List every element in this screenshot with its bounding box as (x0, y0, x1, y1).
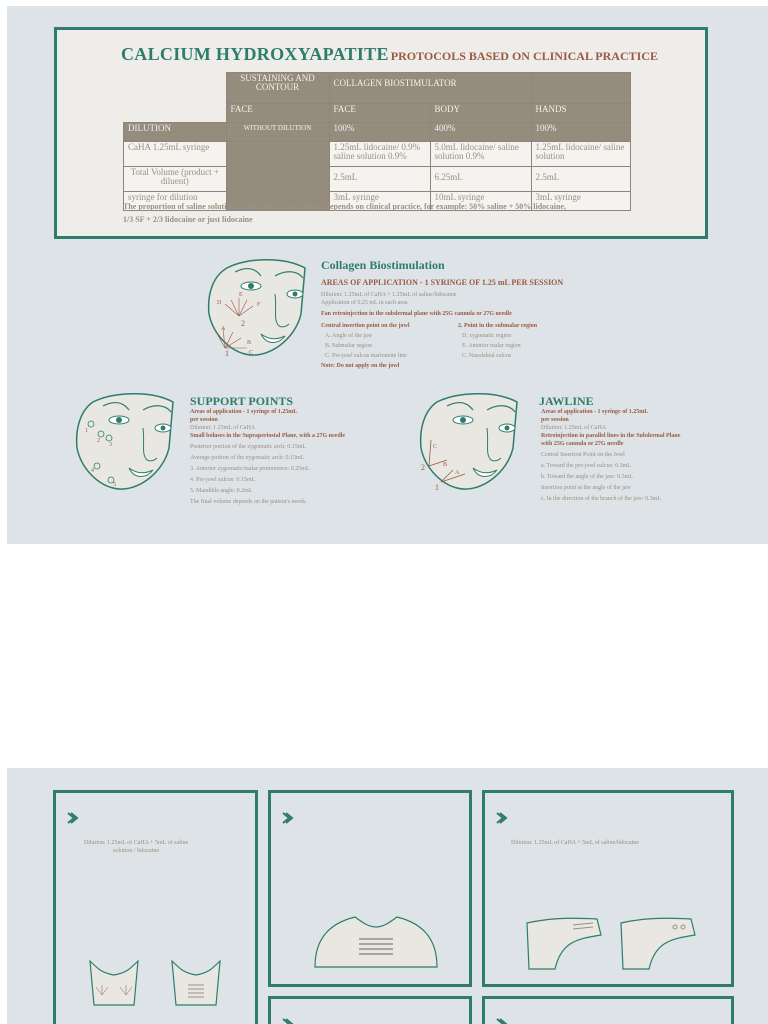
face-illustration-collagen (205, 254, 311, 362)
collagen-line-3: Fan retroinjection in the subdermal plane with 25G cannula or 27G needle (321, 311, 512, 317)
dil-face: 100% (329, 123, 430, 142)
procedure-box-2 (268, 790, 472, 987)
jawline-line-5: with 25G cannula or 27G needle (541, 441, 624, 447)
col-hands: HANDS (531, 104, 630, 123)
jawline-line-4: Retroinjection in parallel lines in the Subdermal Plane (541, 433, 681, 439)
syr-body: 10mL syringe (430, 192, 531, 211)
jawline-line-7: a. Toward the pre-jowl sulcus: 0.3mL (541, 463, 631, 469)
syr-hands: 3mL syringe (531, 192, 630, 211)
box1-dilution-text: Dilution: 1.25mL of CaHA + 5mL of saline solution / lidocaine (83, 840, 189, 854)
title-main: CALCIUM HYDROXYAPATITE (121, 44, 389, 64)
chevron-right-icon (281, 1017, 295, 1024)
support-line-7: 3. Anterior zygomatic/malar prominence: 0.25mL (190, 466, 310, 472)
jawline-line-3: Dilution: 1.25mL of CaHA (541, 425, 607, 431)
collagen-right-head: 2. Point in the submalar region (458, 323, 538, 329)
jawline-line-10: c. In the direction of the branch of the jaw: 0.3mL (541, 496, 661, 502)
procedure-box-5 (482, 996, 734, 1024)
support-text (190, 408, 345, 508)
syr-face: 3mL syringe (329, 192, 430, 211)
support-line-3: Dilution: 1.25mL of CaHA (190, 425, 256, 431)
support-line-5: Posterior portion of the zygomatic arch: 0.15mL (190, 444, 307, 450)
collagen-title: Collagen Biostimulation (321, 258, 445, 272)
support-line-9: 5. Mandible angle: 0.2mL (190, 488, 253, 494)
support-label-1: 1 (85, 428, 88, 434)
support-line-2: per session (190, 417, 218, 423)
caha-body: 5.0mL lidocaine/ saline solution 0.9% (430, 142, 531, 167)
face-illustration-jawline (417, 388, 523, 496)
jawline-line-1: Areas of application - 1 syringe of 1.25mL (541, 409, 649, 415)
support-title: SUPPORT POINTS (190, 394, 294, 408)
dilution-note (123, 200, 603, 226)
collagen-label-f: F (257, 302, 261, 308)
total-body: 6.25mL (430, 167, 531, 192)
collagen-label-b: B (247, 340, 252, 346)
procedure-box-4 (268, 996, 472, 1024)
support-line-8: 4. Pre-jowl sulcus: 0.15mL (190, 477, 256, 483)
support-line-10: The final volume depends on the patient's needs. (190, 499, 307, 505)
row-syringe: syringe for dilution (124, 192, 227, 211)
collagen-label-e: E (239, 292, 243, 298)
dilution-note-line-2: 1/3 SF + 2/3 lidocaine or just lidocaine (123, 215, 253, 224)
top-page-panel (7, 6, 768, 544)
chevron-right-icon (495, 1017, 509, 1024)
jawline-label-1: 1 (435, 483, 439, 492)
collagen-label-c: C (249, 350, 254, 356)
jawline-title: JAWLINE (539, 394, 594, 408)
collagen-label-1: 1 (225, 349, 229, 358)
collagen-label-d: D (217, 300, 222, 306)
collagen-left-c: C. Pre-jowl sulcus marionette line (325, 353, 407, 359)
decollete-illustration (311, 907, 441, 971)
jawline-label-a: A (455, 470, 460, 476)
jawline-line-9: Insertion point at the angle of the jaw (541, 485, 631, 491)
face-illustration-support (73, 388, 179, 496)
procedure-box-3 (482, 790, 734, 987)
total-face: 2.5mL (329, 167, 430, 192)
support-line-6: Average portion of the zygomatic arch: 0.15mL (190, 455, 305, 461)
arm-illustration-right (619, 913, 699, 973)
collagen-line-2: Application of 0.25 mL in each area (321, 300, 408, 306)
collagen-right-list (458, 321, 537, 361)
support-label-2: 2 (97, 438, 100, 444)
col-body: BODY (430, 104, 531, 123)
chevron-right-icon (281, 811, 295, 825)
header-collagen: COLLAGEN BIOSTIMULATOR (329, 73, 531, 104)
jawline-label-b: B (443, 462, 448, 468)
jawline-text (541, 408, 680, 505)
caha-face: 1.25mL lidocaine/ 0.9% saline solution 0.9% (329, 142, 430, 167)
jawline-label-c: C (433, 444, 438, 450)
collagen-right-d: D. zygomatic region (462, 333, 512, 339)
support-line-1: Areas of application - 1 syringe of 1.25mL (190, 409, 298, 415)
procedure-box-1 (53, 790, 258, 1024)
collagen-label-2: 2 (241, 319, 245, 328)
collagen-right-c: C. Nasolabial sulcus (462, 353, 512, 359)
row-caha: CaHA 1.25mL syringe (124, 142, 227, 167)
protocol-title (121, 44, 658, 65)
jawline-line-6: Central Insertion Point on the Jowl (541, 452, 625, 458)
support-label-4: 4 (91, 468, 94, 474)
col-face-2: FACE (329, 104, 430, 123)
protocol-table-box (54, 27, 708, 239)
jawline-line-8: b. Toward the angle of the jaw: 0.3mL (541, 474, 633, 480)
dil-hands: 100% (531, 123, 630, 142)
chevron-right-icon (495, 811, 509, 825)
bottom-page-panel (7, 768, 768, 1024)
header-sustaining: SUSTAINING AND CONTOUR (226, 73, 329, 104)
collagen-left-a: A. Angle of the jaw (325, 333, 373, 339)
dilution-note-line-1: The proportion of saline solution to lidocaine in the diluent depends on clinical practice, for example: 50% saline + 50% lidocaine, (123, 202, 566, 211)
support-label-3: 3 (109, 442, 112, 448)
box3-dilution-text: Dilution: 1.25mL of CaHA + 5mL of saline/lidocaine (511, 840, 639, 846)
collagen-left-list (321, 321, 410, 371)
collagen-line-1: Dilution: 1.25mL of CaHA + 1.25mL of saline/lidocaine (321, 292, 457, 298)
row-dilution: DILUTION (124, 123, 227, 142)
protocol-table (123, 72, 631, 211)
chevron-right-icon (66, 811, 80, 825)
jawline-line-2: per session (541, 417, 569, 423)
arm-illustration-left (525, 913, 605, 973)
neck-illustration-right (170, 959, 222, 1009)
neck-illustration-left (88, 959, 140, 1009)
dil-body: 400% (430, 123, 531, 142)
collagen-left-b: B. Submalar region (325, 343, 372, 349)
collagen-dilution (321, 291, 512, 318)
collagen-subtitle: AREAS OF APPLICATION - 1 SYRINGE OF 1.25 mL PER SESSION (321, 278, 564, 287)
collagen-label-a: A (221, 326, 226, 332)
caha-hands: 1.25mL lidocaine/ saline solution (531, 142, 630, 167)
collagen-right-e: E. Anterior malar region (462, 343, 521, 349)
collagen-warning: Note: Do not apply on the jowl (321, 363, 400, 369)
total-hands: 2.5mL (531, 167, 630, 192)
collagen-left-head: Central insertion point on the jowl (321, 323, 410, 329)
dil-without: WITHOUT DILUTION (226, 123, 329, 142)
title-sub: PROTOCOLS BASED ON CLINICAL PRACTICE (390, 49, 658, 63)
support-label-5: 5 (113, 482, 116, 488)
row-total: Total Volume (product + diluent) (124, 167, 227, 192)
support-line-4: Small boluses in the Supraperiostal Plane, with a 27G needle (190, 433, 346, 439)
jawline-label-2: 2 (421, 463, 425, 472)
col-face-1: FACE (226, 104, 329, 123)
